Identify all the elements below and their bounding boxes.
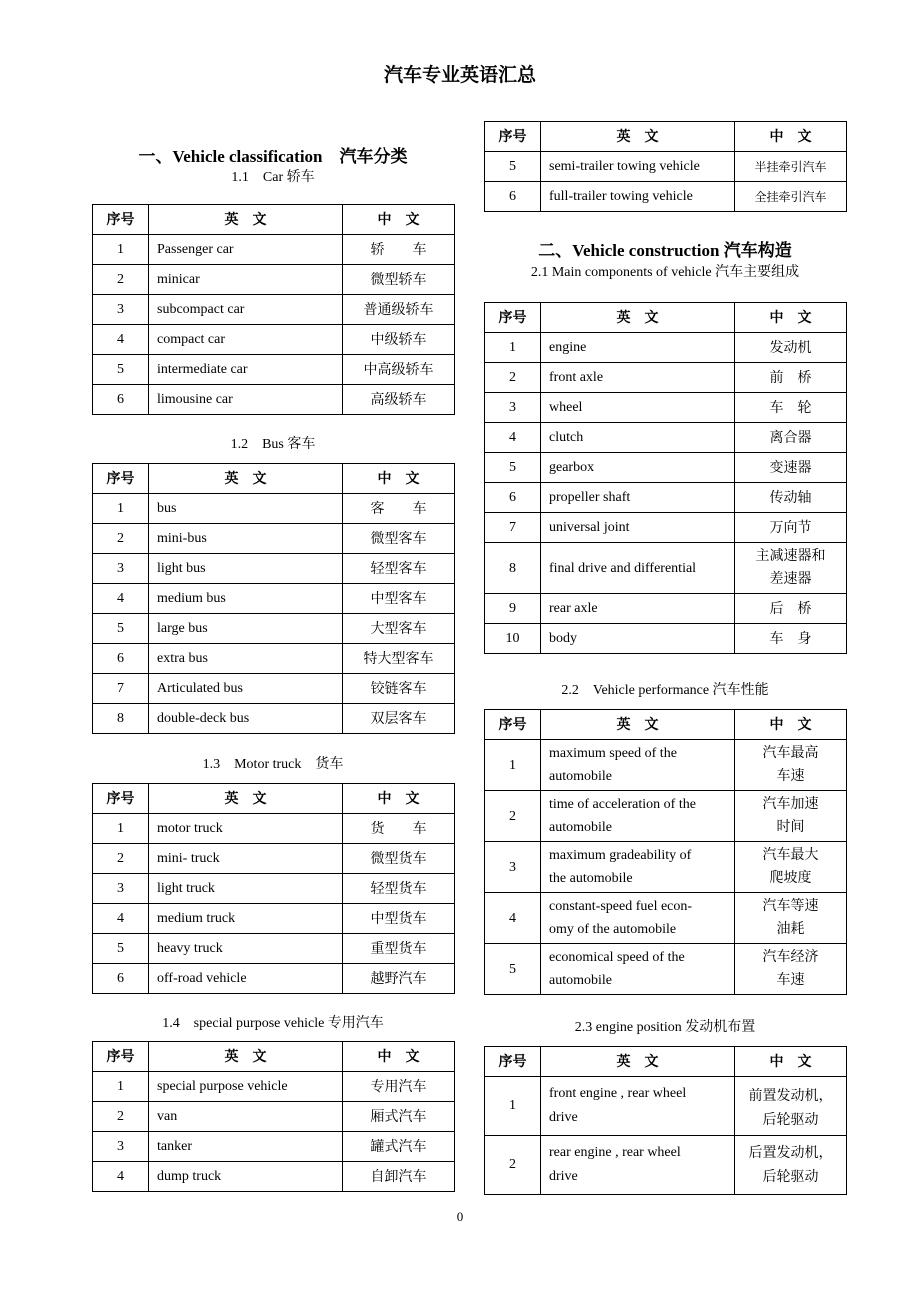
table-bus xyxy=(92,463,455,734)
cell-no: 3 xyxy=(93,295,149,325)
cell-en-line: time of acceleration of the xyxy=(549,797,696,812)
cell-en: medium truck xyxy=(149,904,343,934)
table-row xyxy=(485,842,847,893)
cell-zh-line: 爬坡度 xyxy=(769,870,812,886)
cell-zh: 中级轿车 xyxy=(343,325,455,355)
cell-zh-wrap xyxy=(741,895,840,941)
cell-en: extra bus xyxy=(149,644,343,674)
caption-car: 1.1 Car 轿车 xyxy=(231,170,315,185)
cell-zh: 半挂牵引汽车 xyxy=(735,152,847,182)
cell-en: mini-bus xyxy=(149,524,343,554)
cell-no: 3 xyxy=(93,874,149,904)
cell-en: heavy truck xyxy=(149,934,343,964)
cell-zh xyxy=(735,893,847,944)
cell-zh: 高级轿车 xyxy=(343,385,455,415)
cell-zh-wrap xyxy=(741,946,840,992)
header-no: 序号 xyxy=(485,1047,541,1077)
cell-zh: 特大型客车 xyxy=(343,644,455,674)
cell-en-line: front engine , rear wheel xyxy=(549,1086,687,1101)
table-row xyxy=(485,624,847,654)
cell-zh-line: 主减速器和 xyxy=(755,548,826,564)
header-en: 英 文 xyxy=(541,122,735,152)
section-2-heading: 二、Vehicle construction 汽车构造 xyxy=(538,241,792,260)
cell-zh: 轿 车 xyxy=(343,235,455,265)
table-row xyxy=(485,791,847,842)
cell-en: subcompact car xyxy=(149,295,343,325)
cell-no: 3 xyxy=(485,842,541,893)
cell-en: universal joint xyxy=(541,513,735,543)
cell-zh-line: 车速 xyxy=(776,972,805,988)
cell-zh-line: 时间 xyxy=(776,819,805,835)
header-zh: 中 文 xyxy=(735,122,847,152)
cell-en-line: economical speed of the xyxy=(549,950,685,965)
cell-no: 1 xyxy=(93,1072,149,1102)
cell-en-line: automobile xyxy=(549,973,612,988)
cell-no: 6 xyxy=(485,483,541,513)
cell-zh-line: 前置发动机， xyxy=(748,1088,833,1104)
header-zh: 中 文 xyxy=(735,1047,847,1077)
table-row xyxy=(93,1072,455,1102)
header-en: 英 文 xyxy=(149,784,343,814)
cell-no: 2 xyxy=(485,363,541,393)
cell-zh: 车 身 xyxy=(735,624,847,654)
header-zh: 中 文 xyxy=(735,710,847,740)
cell-en xyxy=(541,944,735,995)
cell-en: light truck xyxy=(149,874,343,904)
table-row xyxy=(485,393,847,423)
table-special xyxy=(92,1041,455,1192)
cell-zh: 变速器 xyxy=(735,453,847,483)
cell-en: dump truck xyxy=(149,1162,343,1192)
table-row xyxy=(93,904,455,934)
table-row xyxy=(485,483,847,513)
cell-en-line: omy of the automobile xyxy=(549,922,677,937)
page-title: 汽车专业英语汇总 xyxy=(383,64,536,86)
cell-zh: 货 车 xyxy=(343,814,455,844)
table-row xyxy=(485,893,847,944)
header-zh: 中 文 xyxy=(343,784,455,814)
table-row xyxy=(93,964,455,994)
table-row xyxy=(485,543,847,594)
cell-en: minicar xyxy=(149,265,343,295)
table-header xyxy=(93,784,455,814)
cell-zh-line: 汽车最高 xyxy=(762,745,819,761)
cell-no: 4 xyxy=(485,893,541,944)
cell-en-line: drive xyxy=(549,1169,578,1184)
cell-no: 5 xyxy=(93,934,149,964)
cell-en-line: maximum gradeability of xyxy=(549,848,692,863)
cell-en: light bus xyxy=(149,554,343,584)
cell-zh: 双层客车 xyxy=(343,704,455,734)
table-row xyxy=(485,182,847,212)
header-no: 序号 xyxy=(485,303,541,333)
cell-en: medium bus xyxy=(149,584,343,614)
cell-en-line: drive xyxy=(549,1110,578,1125)
cell-zh xyxy=(735,842,847,893)
cell-no: 4 xyxy=(93,904,149,934)
table-row xyxy=(485,423,847,453)
cell-zh: 大型客车 xyxy=(343,614,455,644)
cell-no: 1 xyxy=(93,494,149,524)
table-row xyxy=(93,325,455,355)
cell-zh: 客 车 xyxy=(343,494,455,524)
cell-no: 6 xyxy=(93,385,149,415)
cell-zh-line: 后轮驱动 xyxy=(762,1112,819,1128)
cell-no: 2 xyxy=(485,791,541,842)
table-row xyxy=(93,1102,455,1132)
cell-en: final drive and differential xyxy=(541,543,735,594)
cell-zh-line: 汽车加速 xyxy=(762,796,819,812)
table-row xyxy=(485,333,847,363)
cell-zh-line: 油耗 xyxy=(776,921,805,937)
table-row xyxy=(93,674,455,704)
table-row xyxy=(93,874,455,904)
cell-no: 1 xyxy=(485,1077,541,1136)
cell-en: engine xyxy=(541,333,735,363)
table-row xyxy=(485,1077,847,1136)
cell-zh: 微型轿车 xyxy=(343,265,455,295)
cell-zh-wrap xyxy=(741,1141,840,1189)
section-1-heading: 一、Vehicle classification 汽车分类 xyxy=(138,147,408,166)
cell-no: 6 xyxy=(485,182,541,212)
table-row xyxy=(93,704,455,734)
cell-en-line: the automobile xyxy=(549,871,633,886)
cell-en: motor truck xyxy=(149,814,343,844)
cell-zh: 中型客车 xyxy=(343,584,455,614)
header-zh: 中 文 xyxy=(735,303,847,333)
header-zh: 中 文 xyxy=(343,464,455,494)
cell-zh xyxy=(735,543,847,594)
cell-zh: 专用汽车 xyxy=(343,1072,455,1102)
cell-en: gearbox xyxy=(541,453,735,483)
cell-en: tanker xyxy=(149,1132,343,1162)
table-row xyxy=(93,524,455,554)
table-components xyxy=(484,302,847,654)
header-en: 英 文 xyxy=(149,1042,343,1072)
table-header xyxy=(485,710,847,740)
cell-en: bus xyxy=(149,494,343,524)
cell-en xyxy=(541,842,735,893)
table-row xyxy=(485,513,847,543)
header-en: 英 文 xyxy=(149,205,343,235)
cell-zh-line: 差速器 xyxy=(769,571,812,587)
cell-zh xyxy=(735,944,847,995)
header-en: 英 文 xyxy=(149,464,343,494)
cell-no: 5 xyxy=(485,944,541,995)
table-row xyxy=(93,644,455,674)
cell-en: van xyxy=(149,1102,343,1132)
cell-zh: 越野汽车 xyxy=(343,964,455,994)
cell-en: full-trailer towing vehicle xyxy=(541,182,735,212)
cell-no: 1 xyxy=(93,235,149,265)
cell-no: 4 xyxy=(485,423,541,453)
cell-no: 4 xyxy=(93,325,149,355)
table-row xyxy=(93,1132,455,1162)
cell-en: off-road vehicle xyxy=(149,964,343,994)
cell-no: 1 xyxy=(93,814,149,844)
cell-en: large bus xyxy=(149,614,343,644)
table-header xyxy=(93,1042,455,1072)
table-row xyxy=(485,363,847,393)
table-row xyxy=(93,554,455,584)
caption-performance: 2.2 Vehicle performance 汽车性能 xyxy=(561,683,769,698)
cell-zh-line: 汽车最大 xyxy=(762,847,819,863)
cell-no: 10 xyxy=(485,624,541,654)
cell-en: Passenger car xyxy=(149,235,343,265)
cell-en: front axle xyxy=(541,363,735,393)
cell-no: 8 xyxy=(485,543,541,594)
cell-zh: 离合器 xyxy=(735,423,847,453)
table-engine-position xyxy=(484,1046,847,1195)
table-performance xyxy=(484,709,847,995)
table-row xyxy=(93,844,455,874)
cell-zh: 全挂牵引汽车 xyxy=(735,182,847,212)
cell-en: limousine car xyxy=(149,385,343,415)
cell-zh-wrap xyxy=(741,545,840,591)
table-row xyxy=(93,355,455,385)
cell-no: 6 xyxy=(93,964,149,994)
cell-no: 2 xyxy=(93,265,149,295)
cell-zh: 车 轮 xyxy=(735,393,847,423)
cell-no: 5 xyxy=(93,614,149,644)
cell-no: 5 xyxy=(485,152,541,182)
header-no: 序号 xyxy=(93,205,149,235)
table-header xyxy=(485,303,847,333)
cell-zh: 中型货车 xyxy=(343,904,455,934)
cell-no: 5 xyxy=(485,453,541,483)
table-row xyxy=(485,740,847,791)
header-zh: 中 文 xyxy=(343,205,455,235)
table-row xyxy=(93,235,455,265)
cell-no: 3 xyxy=(93,1132,149,1162)
table-truck xyxy=(92,783,455,994)
cell-en-line: maximum speed of the xyxy=(549,746,677,761)
table-row xyxy=(93,265,455,295)
cell-no: 4 xyxy=(93,1162,149,1192)
cell-en-line: rear engine , rear wheel xyxy=(549,1145,681,1160)
cell-zh-wrap xyxy=(741,742,840,788)
cell-en: compact car xyxy=(149,325,343,355)
cell-zh xyxy=(735,740,847,791)
cell-zh: 罐式汽车 xyxy=(343,1132,455,1162)
caption-special: 1.4 special purpose vehicle 专用汽车 xyxy=(162,1016,384,1031)
table-row xyxy=(485,453,847,483)
cell-zh-line: 后轮驱动 xyxy=(762,1169,819,1185)
cell-no: 2 xyxy=(93,1102,149,1132)
cell-en: propeller shaft xyxy=(541,483,735,513)
cell-en: semi-trailer towing vehicle xyxy=(541,152,735,182)
cell-en-line: constant-speed fuel econ- xyxy=(549,899,693,914)
cell-zh: 微型货车 xyxy=(343,844,455,874)
table-row xyxy=(485,594,847,624)
cell-zh: 轻型货车 xyxy=(343,874,455,904)
cell-en-line: automobile xyxy=(549,769,612,784)
cell-zh: 发动机 xyxy=(735,333,847,363)
cell-zh: 前 桥 xyxy=(735,363,847,393)
table-row xyxy=(93,385,455,415)
cell-no: 6 xyxy=(93,644,149,674)
cell-zh: 万向节 xyxy=(735,513,847,543)
table-row xyxy=(485,152,847,182)
table-row xyxy=(93,934,455,964)
header-no: 序号 xyxy=(485,122,541,152)
cell-zh: 后 桥 xyxy=(735,594,847,624)
cell-zh: 传动轴 xyxy=(735,483,847,513)
cell-zh-line: 汽车经济 xyxy=(762,949,819,965)
cell-no: 3 xyxy=(485,393,541,423)
table-row xyxy=(93,614,455,644)
header-no: 序号 xyxy=(485,710,541,740)
cell-zh xyxy=(735,1077,847,1136)
cell-no: 4 xyxy=(93,584,149,614)
cell-no: 3 xyxy=(93,554,149,584)
header-en: 英 文 xyxy=(541,710,735,740)
cell-no: 2 xyxy=(93,844,149,874)
caption-bus: 1.2 Bus 客车 xyxy=(230,437,316,452)
table-car xyxy=(92,204,455,415)
cell-en: clutch xyxy=(541,423,735,453)
cell-en: Articulated bus xyxy=(149,674,343,704)
table-row xyxy=(93,1162,455,1192)
caption-components: 2.1 Main components of vehicle 汽车主要组成 xyxy=(530,265,800,280)
cell-en: rear axle xyxy=(541,594,735,624)
table-row xyxy=(485,1136,847,1195)
cell-en xyxy=(541,740,735,791)
cell-zh-line: 车速 xyxy=(776,768,805,784)
caption-truck: 1.3 Motor truck 货车 xyxy=(202,757,344,772)
table-row xyxy=(93,295,455,325)
cell-zh-wrap xyxy=(741,793,840,839)
cell-zh: 厢式汽车 xyxy=(343,1102,455,1132)
cell-en: wheel xyxy=(541,393,735,423)
header-en: 英 文 xyxy=(541,1047,735,1077)
cell-en: double-deck bus xyxy=(149,704,343,734)
cell-en xyxy=(541,1136,735,1195)
cell-zh: 普通级轿车 xyxy=(343,295,455,325)
table-header xyxy=(485,122,847,152)
table-header xyxy=(485,1047,847,1077)
cell-zh-line: 汽车等速 xyxy=(762,898,819,914)
table-header xyxy=(93,464,455,494)
cell-no: 5 xyxy=(93,355,149,385)
cell-en xyxy=(541,1077,735,1136)
cell-no: 1 xyxy=(485,333,541,363)
header-no: 序号 xyxy=(93,464,149,494)
cell-zh-wrap xyxy=(741,844,840,890)
cell-en: mini- truck xyxy=(149,844,343,874)
cell-no: 7 xyxy=(485,513,541,543)
header-no: 序号 xyxy=(93,784,149,814)
header-zh: 中 文 xyxy=(343,1042,455,1072)
cell-en: special purpose vehicle xyxy=(149,1072,343,1102)
cell-no: 2 xyxy=(93,524,149,554)
header-no: 序号 xyxy=(93,1042,149,1072)
cell-zh: 中高级轿车 xyxy=(343,355,455,385)
cell-no: 2 xyxy=(485,1136,541,1195)
cell-zh: 轻型客车 xyxy=(343,554,455,584)
cell-en: body xyxy=(541,624,735,654)
cell-no: 1 xyxy=(485,740,541,791)
header-en: 英 文 xyxy=(541,303,735,333)
cell-zh xyxy=(735,1136,847,1195)
cell-zh: 微型客车 xyxy=(343,524,455,554)
cell-no: 7 xyxy=(93,674,149,704)
cell-zh: 自卸汽车 xyxy=(343,1162,455,1192)
table-header xyxy=(93,205,455,235)
table-special-continued xyxy=(484,121,847,212)
table-row xyxy=(485,944,847,995)
table-row xyxy=(93,494,455,524)
cell-en: intermediate car xyxy=(149,355,343,385)
cell-zh-wrap xyxy=(741,1084,840,1128)
cell-no: 9 xyxy=(485,594,541,624)
caption-engine-position: 2.3 engine position 发动机布置 xyxy=(574,1020,756,1035)
cell-zh: 重型货车 xyxy=(343,934,455,964)
cell-zh xyxy=(735,791,847,842)
cell-no: 8 xyxy=(93,704,149,734)
page-number: 0 xyxy=(456,1209,464,1224)
cell-en xyxy=(541,791,735,842)
cell-en xyxy=(541,893,735,944)
table-row xyxy=(93,814,455,844)
cell-zh-line: 后置发动机， xyxy=(748,1145,833,1161)
cell-zh: 铰链客车 xyxy=(343,674,455,704)
cell-en-line: automobile xyxy=(549,820,612,835)
table-row xyxy=(93,584,455,614)
